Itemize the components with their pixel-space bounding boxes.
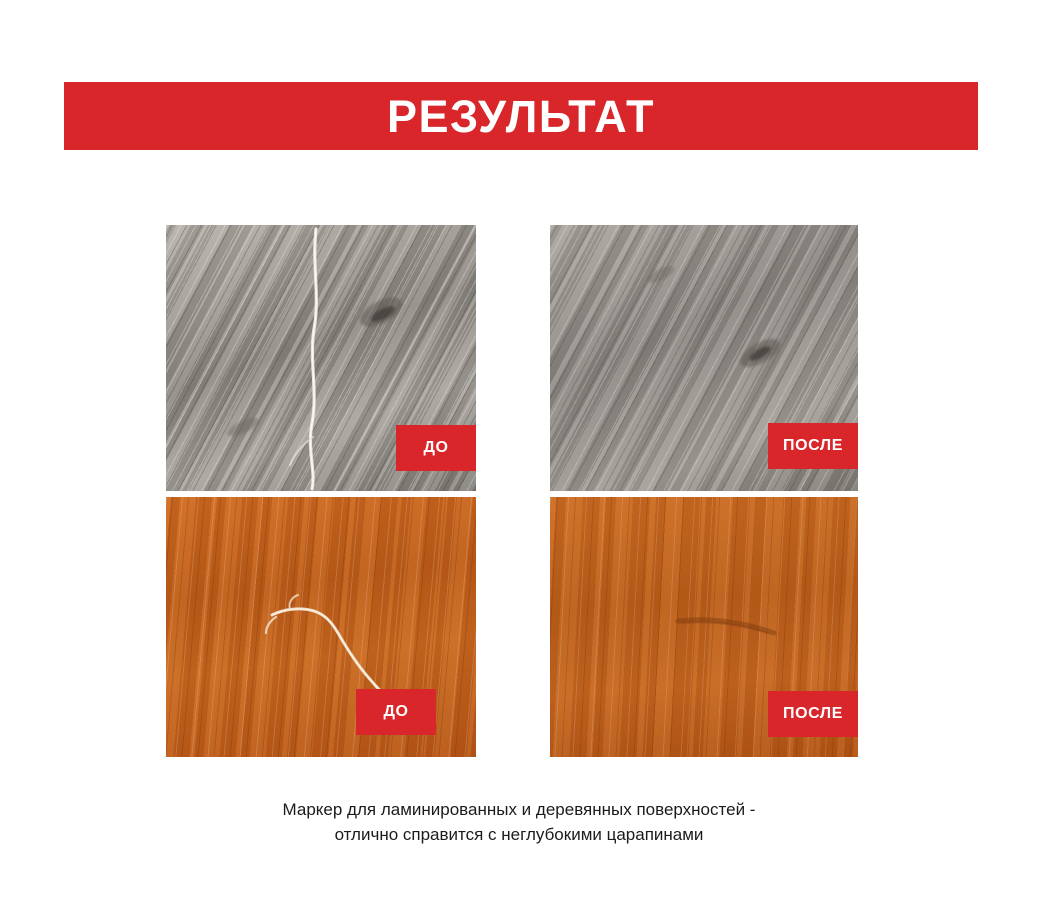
label-before-wood: ДО bbox=[356, 689, 436, 735]
photo-grey-before bbox=[166, 225, 476, 491]
label-after-wood: ПОСЛЕ bbox=[768, 691, 858, 737]
caption bbox=[0, 798, 1038, 847]
title-banner bbox=[64, 82, 978, 150]
label-before-grey: ДО bbox=[396, 425, 476, 471]
photo-wood-before bbox=[166, 497, 476, 757]
label-after-grey: ПОСЛЕ bbox=[768, 423, 858, 469]
before-after-gallery bbox=[166, 225, 858, 757]
page-title: РЕЗУЛЬТАТ bbox=[386, 90, 656, 142]
caption-line-2: отлично справится с неглубокими царапинами bbox=[334, 824, 704, 844]
photo-wood-after bbox=[550, 497, 858, 757]
photo-grey-after bbox=[550, 225, 858, 491]
caption-line-1: Маркер для ламинированных и деревянных поверхностей - bbox=[282, 800, 756, 819]
